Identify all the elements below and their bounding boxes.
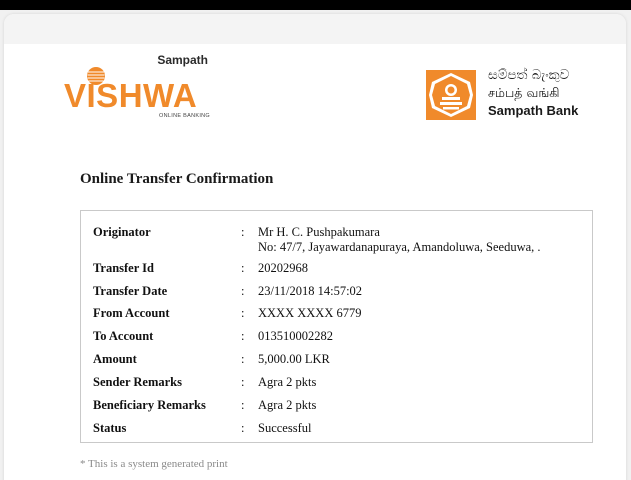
bank-name-sinhala: සම්පත් බැංකුව	[488, 67, 570, 83]
detail-label: Beneficiary Remarks	[93, 398, 206, 412]
detail-separator: :	[241, 306, 245, 320]
status-value: Successful	[258, 421, 312, 435]
detail-label: Amount	[93, 352, 137, 366]
page-title: Online Transfer Confirmation	[80, 171, 274, 187]
detail-label: From Account	[93, 306, 170, 320]
vishwa-tagline: ONLINE BANKING	[159, 113, 210, 119]
detail-label: Transfer Date	[93, 284, 168, 298]
detail-label: Originator	[93, 225, 151, 239]
detail-separator: :	[241, 375, 245, 389]
detail-value: 5,000.00 LKR	[258, 352, 330, 366]
vishwa-wordmark: VISHWA	[64, 77, 198, 114]
originator-name: Mr H. C. Pushpakumara	[258, 225, 380, 239]
detail-separator: :	[241, 421, 245, 435]
originator-address: No: 47/7, Jayawardanapuraya, Amandoluwa, Seeduwa, .	[258, 240, 541, 254]
bank-name-english: Sampath Bank	[488, 103, 579, 118]
bank-name-tamil: சம்பத் வங்கி	[488, 85, 560, 100]
detail-label: Transfer Id	[93, 261, 154, 275]
vishwa-top-text: Sampath	[157, 53, 208, 67]
detail-value: Agra 2 pkts	[258, 375, 317, 389]
detail-value: 013510002282	[258, 329, 333, 343]
top-bar	[0, 0, 631, 10]
detail-value: 23/11/2018 14:57:02	[258, 284, 363, 298]
detail-separator: :	[241, 225, 245, 239]
transfer-details-box	[80, 210, 593, 443]
detail-value: XXXX XXXX 6779	[258, 306, 362, 320]
detail-separator: :	[241, 398, 245, 412]
sheet-header-strip	[4, 14, 626, 44]
detail-value: Agra 2 pkts	[258, 398, 317, 412]
detail-separator: :	[241, 352, 245, 366]
detail-label: To Account	[93, 329, 154, 343]
detail-label: Status	[93, 421, 127, 435]
detail-separator: :	[241, 329, 245, 343]
sampath-emblem-icon	[424, 68, 478, 122]
detail-separator: :	[241, 261, 245, 275]
detail-label: Sender Remarks	[93, 375, 183, 389]
detail-value: 20202968	[258, 261, 308, 275]
detail-separator: :	[241, 284, 245, 298]
system-print-footnote: * This is a system generated print	[80, 458, 228, 470]
